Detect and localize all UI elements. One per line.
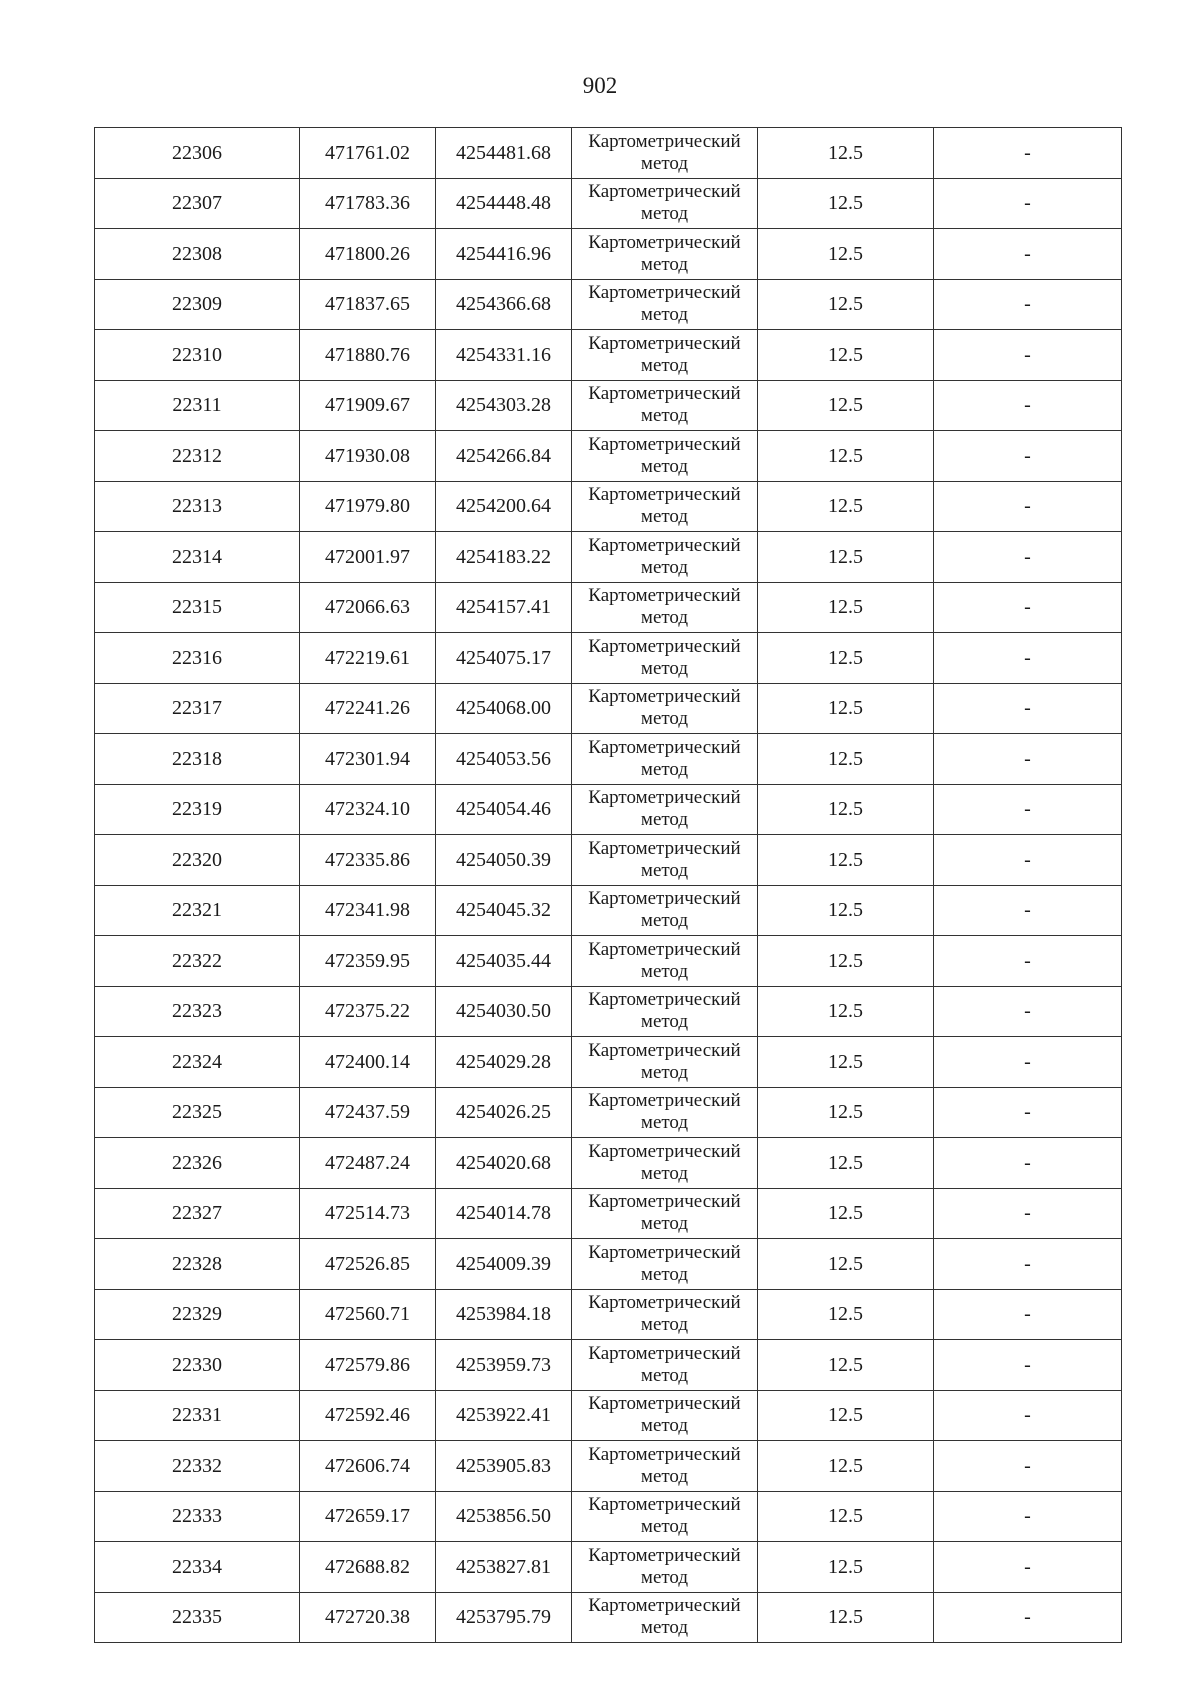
y-coordinate-cell: 4254030.50 [436,986,572,1037]
note-cell: - [934,481,1122,532]
x-coordinate-cell: 471979.80 [300,481,436,532]
note-cell: - [934,380,1122,431]
note-cell: - [934,532,1122,583]
y-coordinate-cell: 4253922.41 [436,1390,572,1441]
accuracy-cell: 12.5 [758,1087,934,1138]
method-cell [572,431,758,482]
method-line-2: метод [640,1162,689,1184]
accuracy-cell: 12.5 [758,1390,934,1441]
x-coordinate-cell: 472400.14 [300,1037,436,1088]
table-row [95,936,1122,987]
y-coordinate-cell: 4254035.44 [436,936,572,987]
method-cell [572,128,758,179]
accuracy-cell: 12.5 [758,330,934,381]
accuracy-cell: 12.5 [758,1340,934,1391]
x-coordinate-cell: 471800.26 [300,229,436,280]
table-row [95,683,1122,734]
note-cell: - [934,1087,1122,1138]
accuracy-cell: 12.5 [758,229,934,280]
point-id-cell: 22331 [95,1390,300,1441]
method-cell [572,1592,758,1643]
x-coordinate-cell: 471783.36 [300,178,436,229]
y-coordinate-cell: 4254157.41 [436,582,572,633]
method-cell [572,481,758,532]
method-cell [572,1138,758,1189]
method-line-2: метод [640,1061,689,1083]
coordinates-table [94,127,1122,1643]
accuracy-cell: 12.5 [758,936,934,987]
method-line-2: метод [640,1011,689,1033]
method-line-2: метод [640,152,689,174]
table-row [95,1037,1122,1088]
accuracy-cell: 12.5 [758,1037,934,1088]
point-id-cell: 22334 [95,1542,300,1593]
point-id-cell: 22311 [95,380,300,431]
method-line-2: метод [640,1465,689,1487]
method-cell [572,683,758,734]
method-cell [572,1087,758,1138]
point-id-cell: 22318 [95,734,300,785]
y-coordinate-cell: 4254366.68 [436,279,572,330]
y-coordinate-cell: 4254303.28 [436,380,572,431]
x-coordinate-cell: 472241.26 [300,683,436,734]
note-cell: - [934,734,1122,785]
method-cell [572,178,758,229]
y-coordinate-cell: 4254416.96 [436,229,572,280]
accuracy-cell: 12.5 [758,279,934,330]
point-id-cell: 22316 [95,633,300,684]
y-coordinate-cell: 4254026.25 [436,1087,572,1138]
note-cell: - [934,1138,1122,1189]
table-row [95,279,1122,330]
method-line-2: метод [640,960,689,982]
x-coordinate-cell: 472592.46 [300,1390,436,1441]
method-cell [572,936,758,987]
method-line-1: Картометрический [588,938,741,960]
method-line-1: Картометрический [588,1342,741,1364]
point-id-cell: 22310 [95,330,300,381]
table-row [95,380,1122,431]
point-id-cell: 22333 [95,1491,300,1542]
method-cell [572,1289,758,1340]
x-coordinate-cell: 471880.76 [300,330,436,381]
method-line-1: Картометрический [588,1191,741,1213]
table-row [95,532,1122,583]
accuracy-cell: 12.5 [758,1188,934,1239]
method-cell [572,1037,758,1088]
x-coordinate-cell: 471909.67 [300,380,436,431]
accuracy-cell: 12.5 [758,128,934,179]
x-coordinate-cell: 472375.22 [300,986,436,1037]
method-line-2: метод [640,1415,689,1437]
method-cell [572,380,758,431]
note-cell: - [934,936,1122,987]
note-cell: - [934,835,1122,886]
method-line-1: Картометрический [588,585,741,607]
table-row [95,1491,1122,1542]
table-row [95,128,1122,179]
x-coordinate-cell: 472001.97 [300,532,436,583]
method-line-1: Картометрический [588,989,741,1011]
note-cell: - [934,1340,1122,1391]
note-cell: - [934,582,1122,633]
point-id-cell: 22329 [95,1289,300,1340]
method-cell [572,1441,758,1492]
page-number: 902 [582,73,618,98]
point-id-cell: 22332 [95,1441,300,1492]
method-cell [572,835,758,886]
method-cell [572,986,758,1037]
table-row [95,633,1122,684]
accuracy-cell: 12.5 [758,380,934,431]
x-coordinate-cell: 472219.61 [300,633,436,684]
accuracy-cell: 12.5 [758,1239,934,1290]
method-cell [572,279,758,330]
note-cell: - [934,1441,1122,1492]
table-row [95,1087,1122,1138]
method-cell [572,532,758,583]
method-line-2: метод [640,1516,689,1538]
method-line-1: Картометрический [588,736,741,758]
method-line-1: Картометрический [588,332,741,354]
point-id-cell: 22314 [95,532,300,583]
note-cell: - [934,1037,1122,1088]
method-line-2: метод [640,607,689,629]
note-cell: - [934,1542,1122,1593]
method-line-2: метод [640,809,689,831]
table-row [95,885,1122,936]
method-cell [572,1340,758,1391]
x-coordinate-cell: 472437.59 [300,1087,436,1138]
method-cell [572,229,758,280]
point-id-cell: 22320 [95,835,300,886]
point-id-cell: 22313 [95,481,300,532]
method-line-2: метод [640,1314,689,1336]
method-cell [572,582,758,633]
method-line-1: Картометрический [588,837,741,859]
method-line-2: метод [640,910,689,932]
note-cell: - [934,128,1122,179]
method-line-1: Картометрический [588,1494,741,1516]
table-row [95,431,1122,482]
method-line-1: Картометрический [588,686,741,708]
x-coordinate-cell: 472359.95 [300,936,436,987]
point-id-cell: 22307 [95,178,300,229]
table-row [95,986,1122,1037]
y-coordinate-cell: 4254009.39 [436,1239,572,1290]
method-line-2: метод [640,506,689,528]
method-line-2: метод [640,405,689,427]
note-cell: - [934,229,1122,280]
table-row [95,1542,1122,1593]
table-row [95,330,1122,381]
table-row [95,1441,1122,1492]
accuracy-cell: 12.5 [758,1441,934,1492]
x-coordinate-cell: 472659.17 [300,1491,436,1542]
accuracy-cell: 12.5 [758,734,934,785]
method-cell [572,784,758,835]
note-cell: - [934,784,1122,835]
table-row [95,1340,1122,1391]
y-coordinate-cell: 4254448.48 [436,178,572,229]
method-line-2: метод [640,758,689,780]
point-id-cell: 22327 [95,1188,300,1239]
note-cell: - [934,279,1122,330]
accuracy-cell: 12.5 [758,1289,934,1340]
x-coordinate-cell: 471761.02 [300,128,436,179]
method-line-1: Картометрический [588,1090,741,1112]
accuracy-cell: 12.5 [758,431,934,482]
point-id-cell: 22308 [95,229,300,280]
y-coordinate-cell: 4254014.78 [436,1188,572,1239]
note-cell: - [934,1390,1122,1441]
method-cell [572,1542,758,1593]
x-coordinate-cell: 472341.98 [300,885,436,936]
table-row [95,784,1122,835]
accuracy-cell: 12.5 [758,633,934,684]
point-id-cell: 22328 [95,1239,300,1290]
y-coordinate-cell: 4253856.50 [436,1491,572,1542]
table-row [95,835,1122,886]
y-coordinate-cell: 4254331.16 [436,330,572,381]
method-line-2: метод [640,859,689,881]
x-coordinate-cell: 472487.24 [300,1138,436,1189]
method-line-1: Картометрический [588,1443,741,1465]
y-coordinate-cell: 4254266.84 [436,431,572,482]
accuracy-cell: 12.5 [758,1138,934,1189]
x-coordinate-cell: 472301.94 [300,734,436,785]
accuracy-cell: 12.5 [758,683,934,734]
method-line-2: метод [640,253,689,275]
y-coordinate-cell: 4254020.68 [436,1138,572,1189]
y-coordinate-cell: 4254068.00 [436,683,572,734]
accuracy-cell: 12.5 [758,835,934,886]
method-line-2: метод [640,1213,689,1235]
method-line-1: Картометрический [588,383,741,405]
point-id-cell: 22324 [95,1037,300,1088]
method-cell [572,330,758,381]
table-row [95,178,1122,229]
note-cell: - [934,1592,1122,1643]
y-coordinate-cell: 4253959.73 [436,1340,572,1391]
accuracy-cell: 12.5 [758,1491,934,1542]
method-line-1: Картометрический [588,1039,741,1061]
point-id-cell: 22322 [95,936,300,987]
x-coordinate-cell: 471930.08 [300,431,436,482]
y-coordinate-cell: 4254200.64 [436,481,572,532]
y-coordinate-cell: 4253984.18 [436,1289,572,1340]
table-row [95,229,1122,280]
y-coordinate-cell: 4253905.83 [436,1441,572,1492]
table-row [95,1239,1122,1290]
accuracy-cell: 12.5 [758,1542,934,1593]
point-id-cell: 22321 [95,885,300,936]
x-coordinate-cell: 472514.73 [300,1188,436,1239]
method-line-1: Картометрический [588,1393,741,1415]
y-coordinate-cell: 4254054.46 [436,784,572,835]
method-line-1: Картометрический [588,534,741,556]
point-id-cell: 22325 [95,1087,300,1138]
x-coordinate-cell: 472066.63 [300,582,436,633]
method-line-1: Картометрический [588,231,741,253]
note-cell: - [934,178,1122,229]
method-line-2: метод [640,708,689,730]
x-coordinate-cell: 472560.71 [300,1289,436,1340]
accuracy-cell: 12.5 [758,582,934,633]
method-line-2: метод [640,203,689,225]
x-coordinate-cell: 472335.86 [300,835,436,886]
method-line-2: метод [640,304,689,326]
method-cell [572,1239,758,1290]
point-id-cell: 22306 [95,128,300,179]
method-line-2: метод [640,455,689,477]
note-cell: - [934,986,1122,1037]
method-cell [572,1491,758,1542]
y-coordinate-cell: 4254075.17 [436,633,572,684]
accuracy-cell: 12.5 [758,532,934,583]
y-coordinate-cell: 4254053.56 [436,734,572,785]
note-cell: - [934,431,1122,482]
method-line-1: Картометрический [588,1241,741,1263]
table-row [95,582,1122,633]
point-id-cell: 22323 [95,986,300,1037]
note-cell: - [934,633,1122,684]
table-body [95,128,1122,1643]
note-cell: - [934,1239,1122,1290]
method-line-1: Картометрический [588,787,741,809]
x-coordinate-cell: 472688.82 [300,1542,436,1593]
accuracy-cell: 12.5 [758,986,934,1037]
x-coordinate-cell: 472526.85 [300,1239,436,1290]
method-line-2: метод [640,556,689,578]
x-coordinate-cell: 472606.74 [300,1441,436,1492]
method-line-1: Картометрический [588,1595,741,1617]
y-coordinate-cell: 4254050.39 [436,835,572,886]
x-coordinate-cell: 472324.10 [300,784,436,835]
method-line-2: метод [640,1112,689,1134]
method-cell [572,633,758,684]
accuracy-cell: 12.5 [758,178,934,229]
table-row [95,734,1122,785]
table-row [95,1592,1122,1643]
point-id-cell: 22312 [95,431,300,482]
method-line-1: Картометрический [588,1140,741,1162]
method-line-2: метод [640,657,689,679]
table-row [95,1138,1122,1189]
note-cell: - [934,1289,1122,1340]
note-cell: - [934,1188,1122,1239]
point-id-cell: 22309 [95,279,300,330]
x-coordinate-cell: 471837.65 [300,279,436,330]
method-line-1: Картометрический [588,1292,741,1314]
point-id-cell: 22326 [95,1138,300,1189]
point-id-cell: 22315 [95,582,300,633]
table-row [95,1390,1122,1441]
method-line-1: Картометрический [588,130,741,152]
method-cell [572,1188,758,1239]
y-coordinate-cell: 4253827.81 [436,1542,572,1593]
table-row [95,1289,1122,1340]
point-id-cell: 22335 [95,1592,300,1643]
point-id-cell: 22319 [95,784,300,835]
table-row [95,481,1122,532]
note-cell: - [934,885,1122,936]
note-cell: - [934,683,1122,734]
y-coordinate-cell: 4253795.79 [436,1592,572,1643]
point-id-cell: 22330 [95,1340,300,1391]
accuracy-cell: 12.5 [758,481,934,532]
method-line-1: Картометрический [588,1544,741,1566]
note-cell: - [934,1491,1122,1542]
method-cell [572,1390,758,1441]
y-coordinate-cell: 4254029.28 [436,1037,572,1088]
method-line-1: Картометрический [588,635,741,657]
x-coordinate-cell: 472579.86 [300,1340,436,1391]
method-cell [572,885,758,936]
method-line-1: Картометрический [588,888,741,910]
point-id-cell: 22317 [95,683,300,734]
method-line-1: Картометрический [588,484,741,506]
accuracy-cell: 12.5 [758,1592,934,1643]
method-cell [572,734,758,785]
x-coordinate-cell: 472720.38 [300,1592,436,1643]
y-coordinate-cell: 4254183.22 [436,532,572,583]
method-line-2: метод [640,1263,689,1285]
method-line-2: метод [640,354,689,376]
method-line-1: Картометрический [588,433,741,455]
method-line-1: Картометрический [588,181,741,203]
note-cell: - [934,330,1122,381]
table-row [95,1188,1122,1239]
method-line-2: метод [640,1364,689,1386]
accuracy-cell: 12.5 [758,784,934,835]
method-line-2: метод [640,1617,689,1639]
y-coordinate-cell: 4254045.32 [436,885,572,936]
method-line-1: Картометрический [588,282,741,304]
accuracy-cell: 12.5 [758,885,934,936]
method-line-2: метод [640,1566,689,1588]
y-coordinate-cell: 4254481.68 [436,128,572,179]
